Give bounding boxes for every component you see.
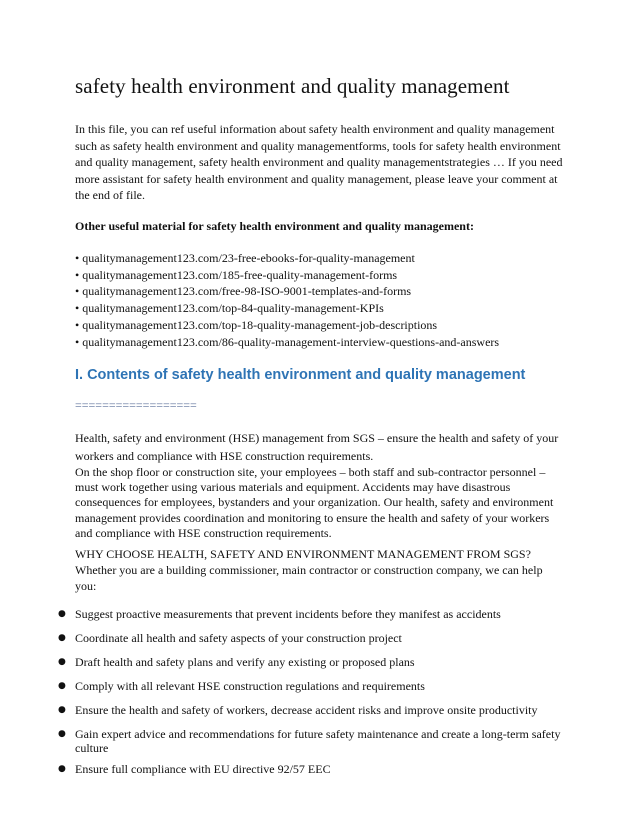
list-item [58,655,565,669]
list-item [58,762,565,776]
link-item[interactable]: • qualitymanagement123.com/185-free-quality-management-forms [75,267,499,284]
bullet-icon: ● [58,705,66,715]
list-item-text: Ensure the health and safety of workers, decrease accident risks and improve onsite productivity [75,703,538,717]
bullet-icon: ● [58,729,66,739]
list-item [58,631,565,645]
list-item-text: Coordinate all health and safety aspects of your construction project [75,631,402,645]
separator-line: ================== [75,398,197,412]
hse-detail-paragraph: On the shop floor or construction site, your employees – both staff and sub-contractor personnel – must work together using various materials and equipment. Accidents may have disastrous consequences for employees, bystanders and your organization. Our health, safety and environment management provides coordination and monitoring to ensure the health and safety of your workers and compliance with HSE construction requirements. [75,465,554,540]
list-item [58,703,565,717]
bullet-icon: ● [58,681,66,691]
intro-paragraph: In this file, you can ref useful information about safety health environment and quality management such as safety health environment and quality managementforms, tools for safety health environment and quality management, safety health environment and quality managementstrategies … If you need more assistant for safety health environment and quality management, please leave your comment at the end of file. [75,122,563,202]
list-item [58,679,565,693]
section-heading: I. Contents of safety health environment and quality management [75,367,526,383]
list-item-text: Draft health and safety plans and verify any existing or proposed plans [75,655,415,669]
bullet-icon: ● [58,764,66,774]
list-item [58,727,565,755]
link-item[interactable]: • qualitymanagement123.com/86-quality-management-interview-questions-and-answers [75,334,499,351]
page-title: safety health environment and quality management [75,74,510,98]
hse-intro-paragraph: Health, safety and environment (HSE) management from SGS – ensure the health and safety of your workers and compliance with HSE construction requirements. [75,431,559,463]
list-item-text: Suggest proactive measurements that prevent incidents before they manifest as accidents [75,607,501,621]
link-item[interactable]: • qualitymanagement123.com/free-98-ISO-9001-templates-and-forms [75,283,499,300]
link-item[interactable]: • qualitymanagement123.com/top-18-quality-management-job-descriptions [75,317,499,334]
list-item-text: Gain expert advice and recommendations for future safety maintenance and create a long-term safety culture [75,727,561,755]
bullet-icon: ● [58,657,66,667]
bullet-icon: ● [58,633,66,643]
benefits-list [58,607,565,786]
why-heading: WHY CHOOSE HEALTH, SAFETY AND ENVIRONMENT MANAGEMENT FROM SGS? [75,547,531,561]
link-item[interactable]: • qualitymanagement123.com/top-84-quality-management-KPIs [75,300,499,317]
bullet-icon: ● [58,609,66,619]
link-item[interactable]: • qualitymanagement123.com/23-free-ebooks-for-quality-management [75,250,499,267]
list-item-text: Ensure full compliance with EU directive 92/57 EEC [75,762,331,776]
list-item-text: Comply with all relevant HSE construction regulations and requirements [75,679,425,693]
why-subtext: Whether you are a building commissioner, main contractor or construction company, we can help you: [75,563,543,593]
links-list [75,250,499,350]
list-item [58,607,565,621]
other-material-heading: Other useful material for safety health environment and quality management: [75,219,474,233]
